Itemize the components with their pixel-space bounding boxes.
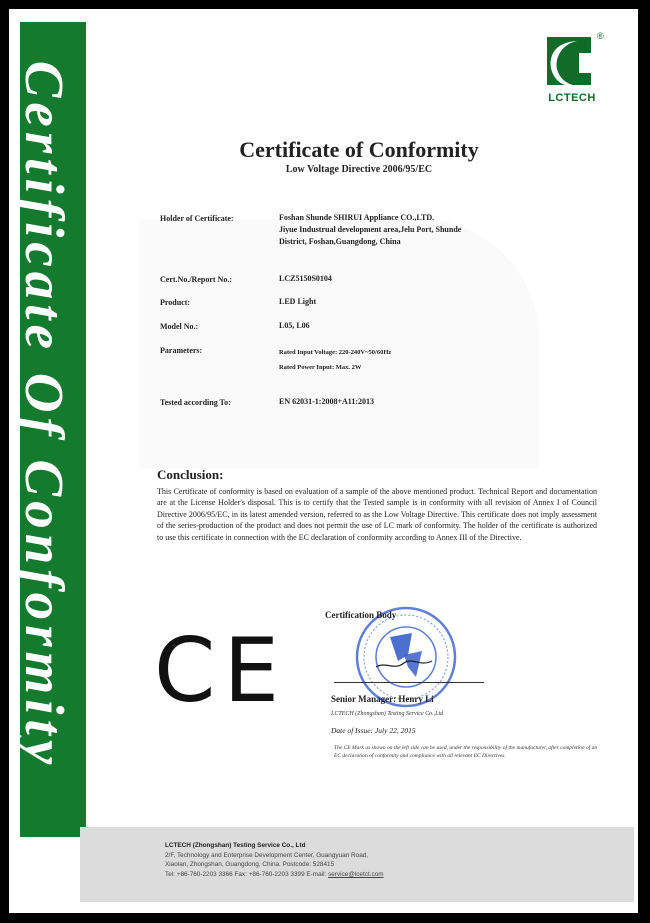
footer-text (165, 841, 384, 879)
holder-line: Foshan Shunde SHIRUI Appliance CO.,LTD. (279, 213, 435, 222)
footer-phone-fax: Tel: +86-760-2203 3366 Fax: +86-760-2203 3399 E-mail: (165, 870, 329, 878)
parameters-value (279, 345, 391, 375)
footer-address-2: Xiaolan, Zhongshan, Guangdong, China. Postcode: 528415 (165, 861, 335, 868)
product-value: LED Light (279, 297, 317, 306)
side-banner-text: Certificate Of Conformity (14, 60, 75, 770)
signer-company: LCTECH (Zhongshan) Testing Service Co.,Ltd (331, 711, 444, 717)
conclusion-text: This Certificate of conformity is based on evaluation of a sample of the above mentioned product. Technical Report and documentation are at the License Holder's disposal. This is to certify that the Tested sample is in conformity with all revision of Annex I of Council Directive 2006/95/EC, in its latest amended version, referred to as the Low Voltage Directive. This certificate does not imply assessment of the series-production of the product and does not permit the use of LC mark of conformity. The holder of the certificate is authorized to use this certificate in connection with the EC declaration of conformity according to Annex III of the Directive. (157, 487, 597, 542)
certificate-page (9, 9, 638, 913)
parameter-line: Rated Power Input: Max. 2W (279, 364, 362, 371)
tested-label: Tested according To: (160, 398, 231, 407)
holder-line: District, Foshan,Guangdong, China (279, 237, 401, 246)
certification-body-label: Certification Body (325, 610, 397, 620)
footer (80, 827, 634, 902)
lctech-logo-icon (547, 37, 591, 85)
signer-name: Senior Manager: Henry Li (331, 694, 434, 704)
product-label: Product: (160, 298, 191, 307)
holder-label: Holder of Certificate: (160, 214, 234, 223)
footer-contact (165, 870, 384, 880)
footer-address-1: 2/F, Technology and Enterprise Development Center, Guangyuan Road, (165, 851, 369, 859)
holder-line: Jiyue Industrual development area,Jelu Port, Shunde (279, 225, 462, 234)
holder-value (279, 212, 461, 248)
page-subtitle: Low Voltage Directive 2006/95/EC (285, 164, 433, 175)
ce-mark: CE (154, 619, 288, 722)
parameter-line: Rated Input Voltage: 220-240V~50/60Hz (279, 349, 392, 356)
ce-mark-note: The CE Mark as shown on the left side can be used, under the responsibility of the manufacturer, after completion of an EC declaration of conformity and compliance with all relevant EC Directives. (334, 745, 598, 759)
logo-text: LCTECH (548, 92, 596, 104)
model-value: L05, L06 (279, 321, 310, 330)
cert-no-label: Cert.No./Report No.: (160, 275, 232, 284)
background-watermark (139, 219, 539, 469)
page-title: Certificate of Conformity (239, 137, 479, 162)
model-label: Model No.: (160, 322, 199, 331)
footer-email-link[interactable]: service@lcetct.com (328, 870, 384, 878)
lctech-logo (537, 27, 607, 112)
issue-date: Date of Issue: July 22, 2015 (331, 726, 416, 735)
cert-no-value: LCZ5150S0104 (279, 274, 332, 283)
parameters-label: Parameters: (160, 346, 203, 355)
signature-line (334, 682, 484, 683)
conclusion-heading: Conclusion: (157, 467, 224, 482)
tested-value: EN 62031-1:2008+A11:2013 (279, 397, 374, 406)
registered-mark: ® (597, 31, 604, 41)
footer-company: LCTECH (Zhongshan) Testing Service Co., Ltd (165, 842, 306, 849)
